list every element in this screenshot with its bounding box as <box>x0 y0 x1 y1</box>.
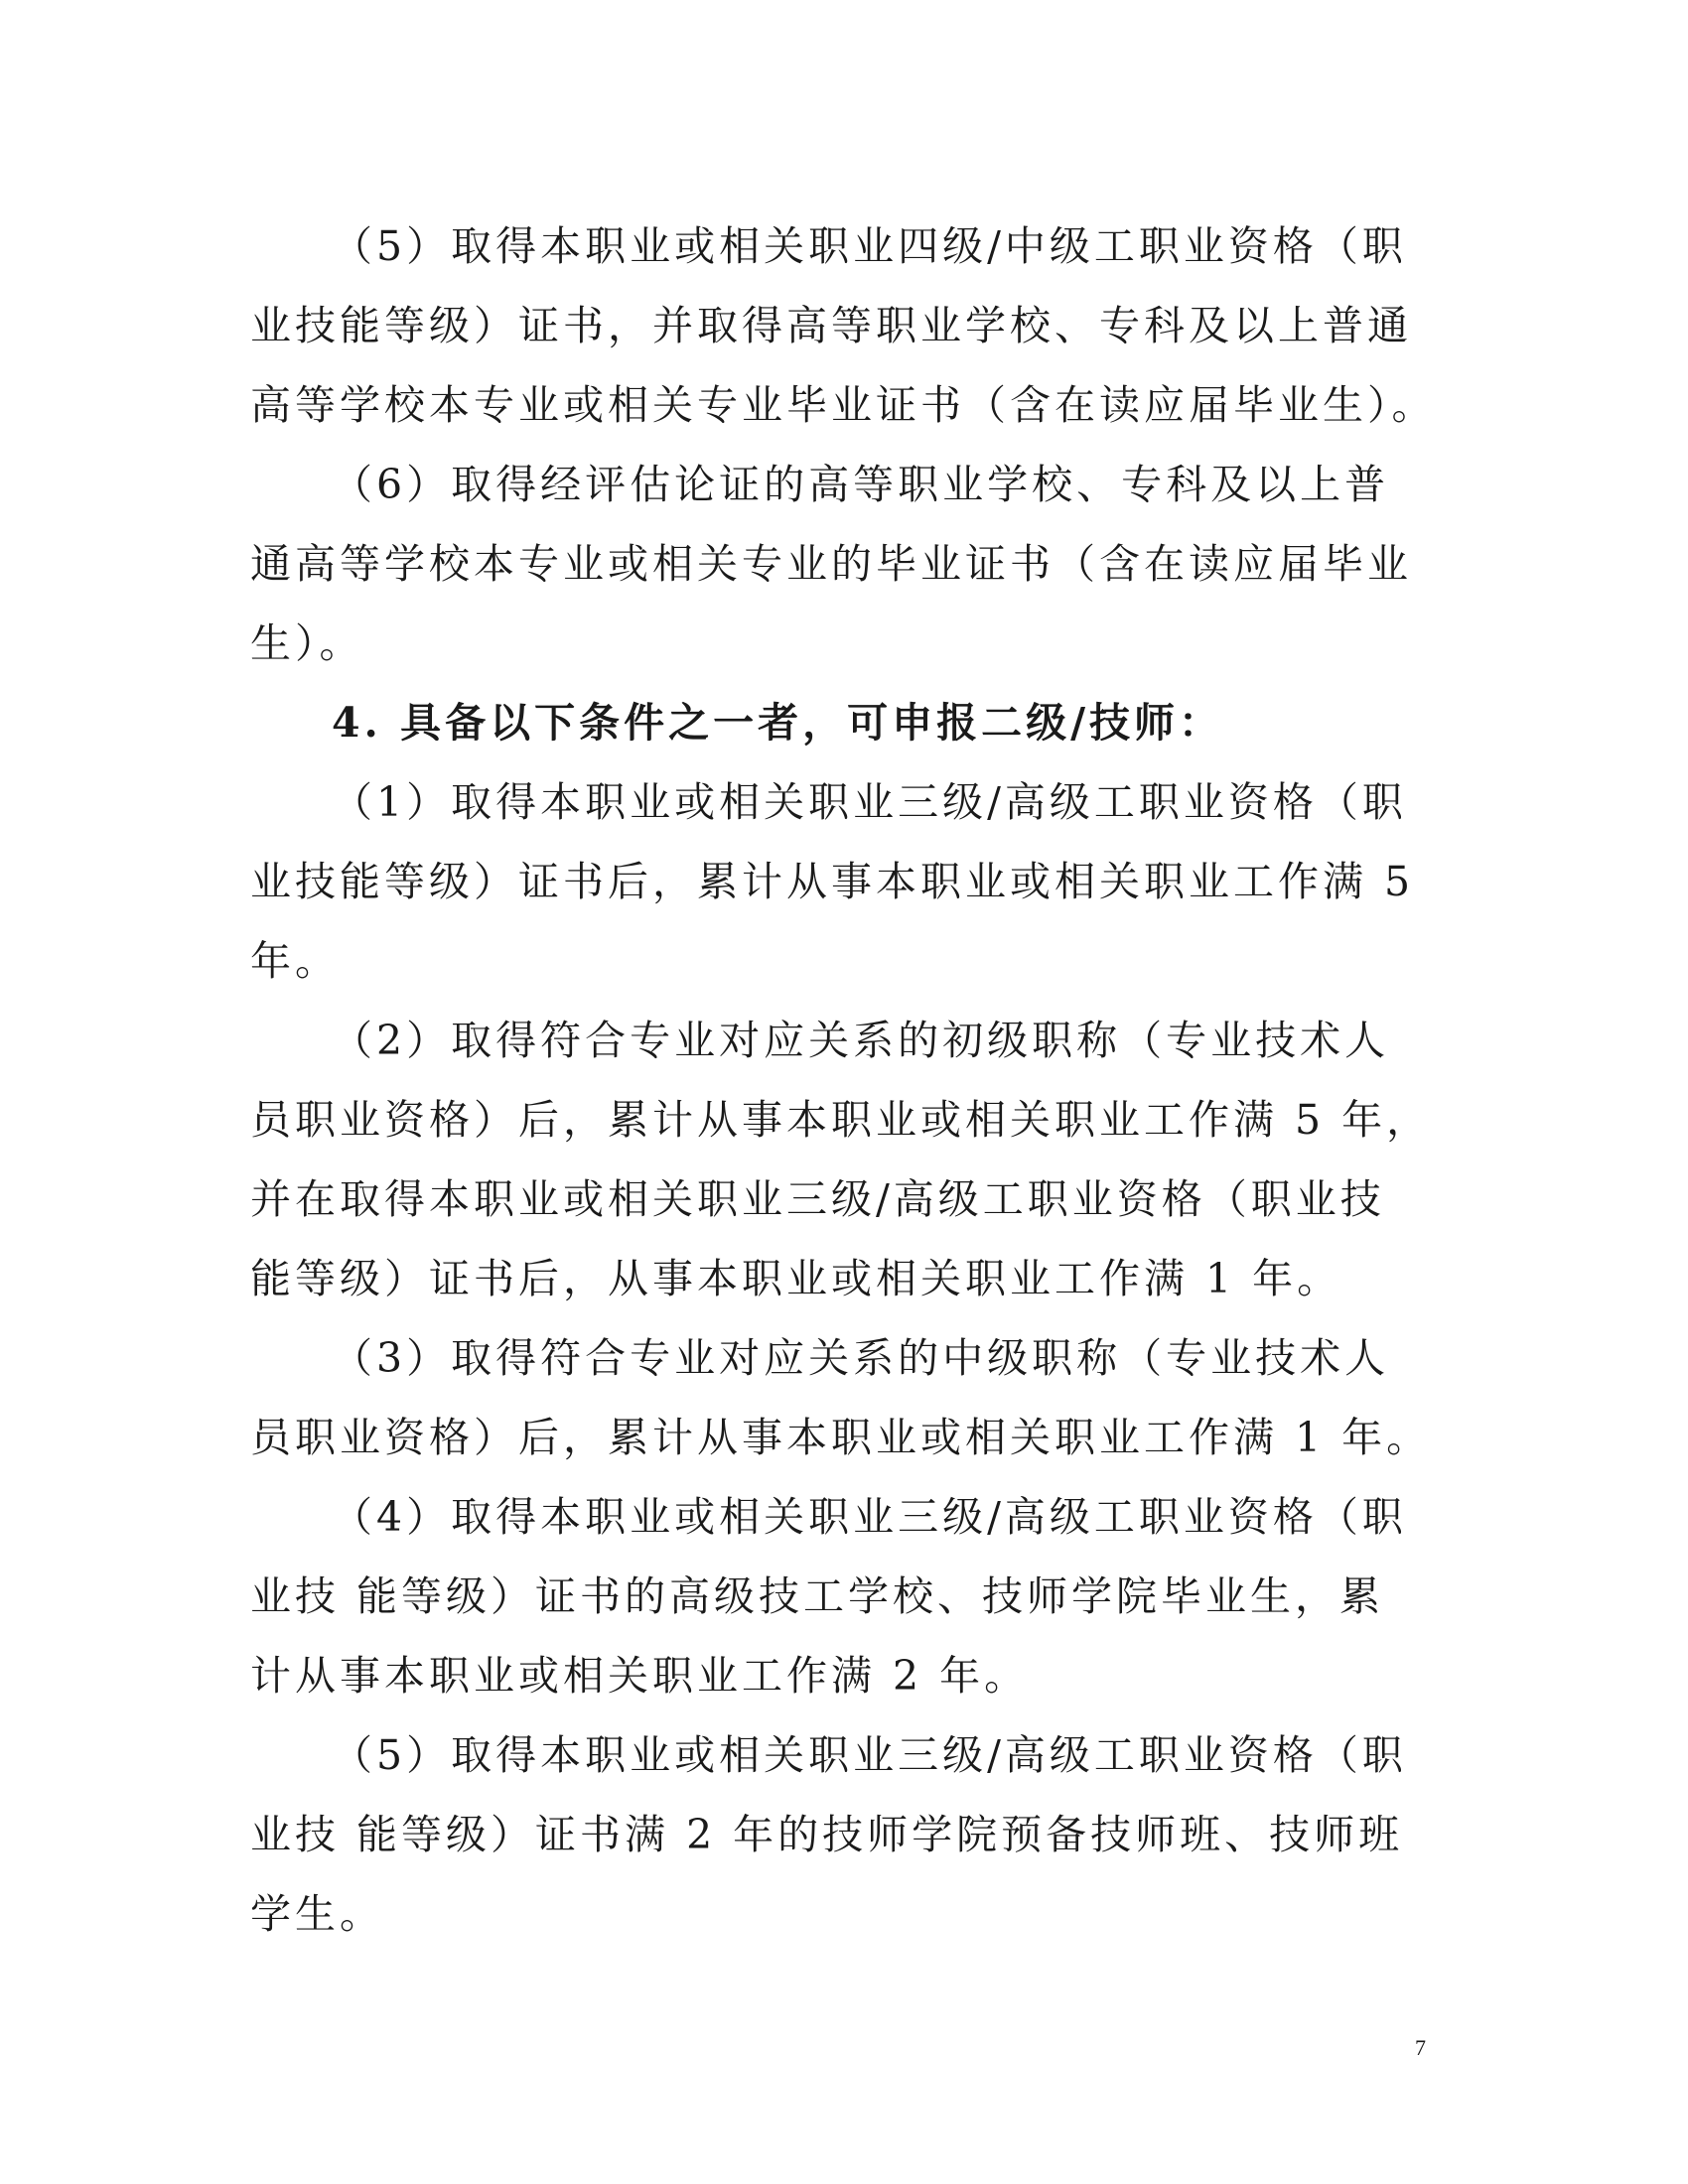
paragraph-line: 能等级）证书后，从事本职业或相关职业工作满 1 年。 <box>250 1255 1342 1302</box>
paragraph-line: （5）取得本职业或相关职业三级/高级工职业资格（职 <box>332 1731 1407 1779</box>
paragraph-line: （6）取得经评估论证的高等职业学校、专科及以上普 <box>332 461 1390 508</box>
paragraph-line: 通高等学校本专业或相关专业的毕业证书（含在读应届毕业 <box>250 540 1412 588</box>
paragraph-line: 业技能等级）证书后，累计从事本职业或相关职业工作满 5 <box>250 858 1415 905</box>
page-number: 7 <box>1415 2035 1426 2060</box>
paragraph-line: 生）。 <box>250 619 364 667</box>
paragraph-line: （3）取得符合专业对应关系的中级职称（专业技术人 <box>332 1334 1390 1382</box>
paragraph-line: （2）取得符合专业对应关系的初级职称（专业技术人 <box>332 1017 1390 1064</box>
paragraph-line: 年。 <box>250 937 340 985</box>
paragraph-line: 员职业资格）后，累计从事本职业或相关职业工作满 1 年。 <box>250 1414 1432 1461</box>
section-heading: 4. 具备以下条件之一者，可申报二级/技师： <box>332 699 1224 747</box>
paragraph-line: 业技能等级）证书，并取得高等职业学校、专科及以上普通 <box>250 302 1412 349</box>
paragraph-line: （5）取得本职业或相关职业四级/中级工职业资格（职 <box>332 222 1407 270</box>
paragraph-line: （4）取得本职业或相关职业三级/高级工职业资格（职 <box>332 1493 1407 1541</box>
paragraph-line: 业技 能等级）证书满 2 年的技师学院预备技师班、技师班 <box>250 1811 1404 1858</box>
paragraph-line: 员职业资格）后，累计从事本职业或相关职业工作满 5 年， <box>250 1096 1432 1144</box>
paragraph-line: 并在取得本职业或相关职业三级/高级工职业资格（职业技 <box>250 1175 1385 1223</box>
paragraph-line: 学生。 <box>250 1890 384 1938</box>
paragraph-line: 业技 能等级）证书的高级技工学校、技师学院毕业生，累 <box>250 1572 1385 1620</box>
paragraph-line: 计从事本职业或相关职业工作满 2 年。 <box>250 1652 1030 1700</box>
paragraph-line: （1）取得本职业或相关职业三级/高级工职业资格（职 <box>332 778 1407 826</box>
paragraph-line: 高等学校本专业或相关专业毕业证书（含在读应届毕业生）。 <box>250 381 1437 429</box>
